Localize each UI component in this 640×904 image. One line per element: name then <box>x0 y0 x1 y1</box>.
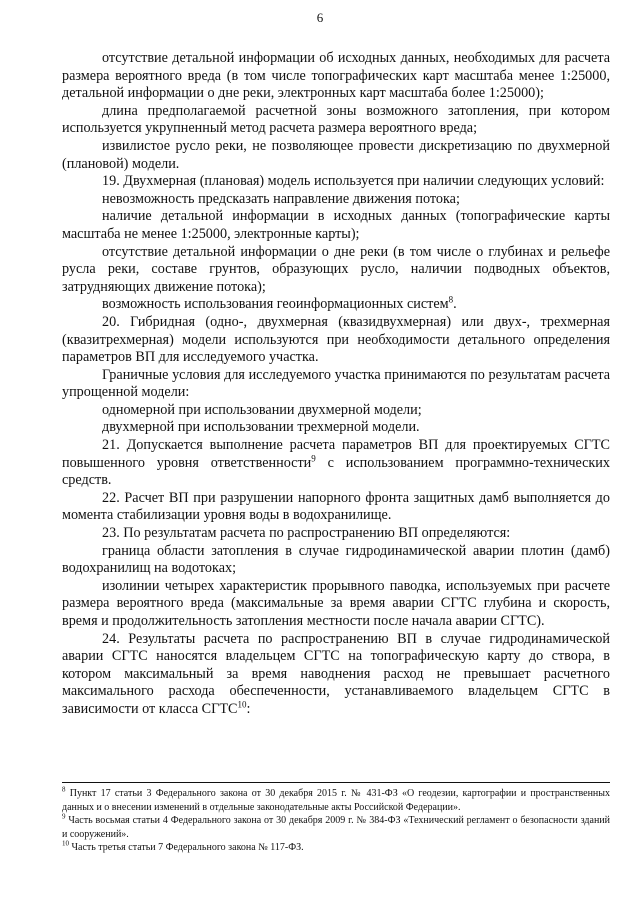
paragraph: отсутствие детальной информации об исходных данных, необходимых для расчета размера вероятного вреда (в том числе топографических карт масштаба менее 1:25000, детальной информации о дне реки, электронных карт масштаба более 1:25000); <box>62 50 610 102</box>
paragraph: длина предполагаемой расчетной зоны возможного затопления, при котором используется укрупненный метод расчета размера вероятного вреда; <box>62 102 610 137</box>
paragraph: извилистое русло реки, не позволяющее провести дискретизацию по двухмерной (плановой) модели. <box>62 137 610 172</box>
footnote-mark: 10 <box>62 839 69 848</box>
paragraph: наличие детальной информации в исходных данных (топографические карты масштаба не менее 1:25000, электронные карты); <box>62 208 610 242</box>
paragraph: 19. Двухмерная (плановая) модель используется при наличии следующих условий: <box>102 173 605 190</box>
paragraph: Граничные условия для исследуемого участка принимаются по результатам расчета упрощенной модели: <box>62 366 610 401</box>
paragraph: одномерной при использовании двухмерной модели; <box>102 401 422 418</box>
footnote-mark: 9 <box>62 812 66 821</box>
body-text <box>62 50 610 719</box>
footnotes <box>62 782 610 855</box>
footnote: $^{10}$ Часть третья статьи 7 Федерального закона № 117-ФЗ. <box>62 839 304 853</box>
footnote-ref[interactable]: 8 <box>448 294 454 305</box>
paragraph: двухмерной при использовании трехмерной модели. <box>102 419 420 436</box>
footnote: $^9$ Часть восьмая статьи 4 Федерального закона от 30 декабря 2009 г. № 384-ФЗ «Технический регламент о безопасности зданий и сооружений». <box>62 812 610 840</box>
footnote-ref[interactable]: 9 <box>311 452 316 463</box>
paragraph: 23. По результатам расчета по распространению ВП определяются: <box>102 525 511 542</box>
paragraph: 22. Расчет ВП при разрушении напорного фронта защитных дамб выполняется до момента стабилизации уровня воды в водохранилище. <box>62 489 610 524</box>
paragraph: невозможность предсказать направление движения потока; <box>102 190 460 207</box>
paragraph: отсутствие детальной информации о дне реки (в том числе о глубинах и рельефе русла реки, составе грунтов, образующих русло, наличии подводных объектов, затрудняющих движение потока); <box>62 243 610 295</box>
paragraph: 21. Допускается выполнение расчета параметров ВП для проектируемых СГТС повышенного уровня ответственности$^9$ с использованием программно-технических средств. <box>62 437 610 489</box>
footnote: $^8$ Пункт 17 статьи 3 Федерального закона от 30 декабря 2015 г. № 431-ФЗ «О геодезии, картографии и пространственных данных и о внесении изменений в отдельные законодательные акты Российской Федерации». <box>62 785 610 813</box>
paragraph: возможность использования геоинформационных систем$^8$. <box>102 294 457 313</box>
paragraph: граница области затопления в случае гидродинамической аварии плотин (дамб) водохранилищ на водотоках; <box>62 542 610 577</box>
footnote-ref[interactable]: 10 <box>237 699 247 710</box>
page-number: 6 <box>316 10 324 25</box>
paragraph: 20. Гибридная (одно-, двухмерная (квазидвухмерная) или двух-, трехмерная (квазитрехмерная) модели используются при необходимости детального определения параметров ВП для исследуемого участка. <box>62 313 610 366</box>
paragraph: изолинии четырех характеристик прорывного паводка, используемых при расчете размера вероятного вреда (максимальные за время аварии СГТС глубина и скорость, время и продолжительность затопления местности после начала аварии СГТС). <box>62 577 610 629</box>
footnote-mark: 8 <box>62 785 66 794</box>
paragraph: 24. Результаты расчета по распространению ВП в случае гидродинамической аварии СГТС наносятся владельцем СГТС на топографическую карту до створа, в котором максимальный за время наводнения расход не превышает расчетного максимального расхода обеспеченности, устанавливаемого владельцем СГТС в зависимости от класса СГТС$^{10}$: <box>62 630 610 717</box>
